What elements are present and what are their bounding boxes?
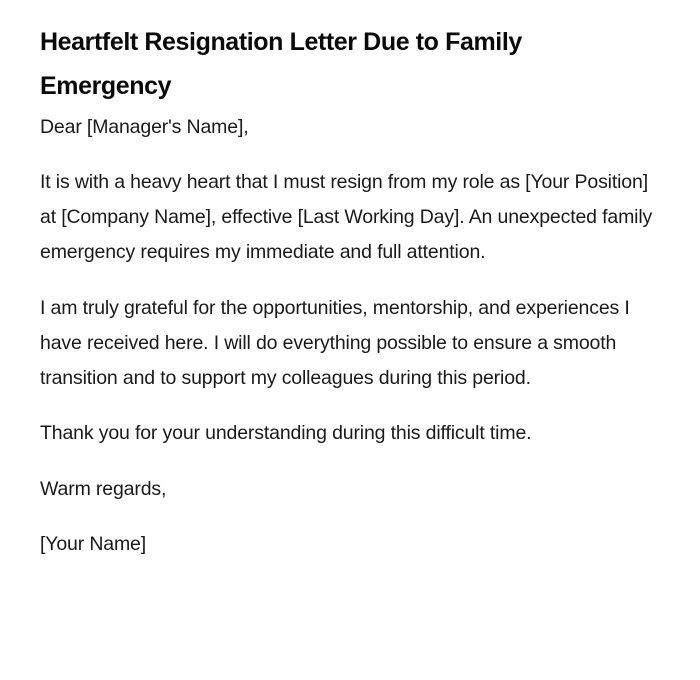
letter-paragraph-2: I am truly grateful for the opportunities, mentorship, and experiences I have received here. I will do everything possible to ensure a smooth transition and to support my colleagues during this period.	[40, 297, 630, 389]
letter-title: Heartfelt Resignation Letter Due to Family Emergency	[40, 28, 522, 100]
letter-signature: [Your Name]	[40, 533, 147, 555]
letter-closing: Warm regards,	[40, 478, 167, 500]
letter-paragraph-3: Thank you for your understanding during this difficult time.	[40, 422, 532, 444]
letter-paragraph-1: It is with a heavy heart that I must resign from my role as [Your Position] at [Company Name], effective [Last Working Day]. An unexpected family emergency requires my immediate and full attention.	[40, 171, 653, 263]
letter-greeting: Dear [Manager's Name],	[40, 116, 249, 138]
letter-document	[40, 20, 655, 562]
